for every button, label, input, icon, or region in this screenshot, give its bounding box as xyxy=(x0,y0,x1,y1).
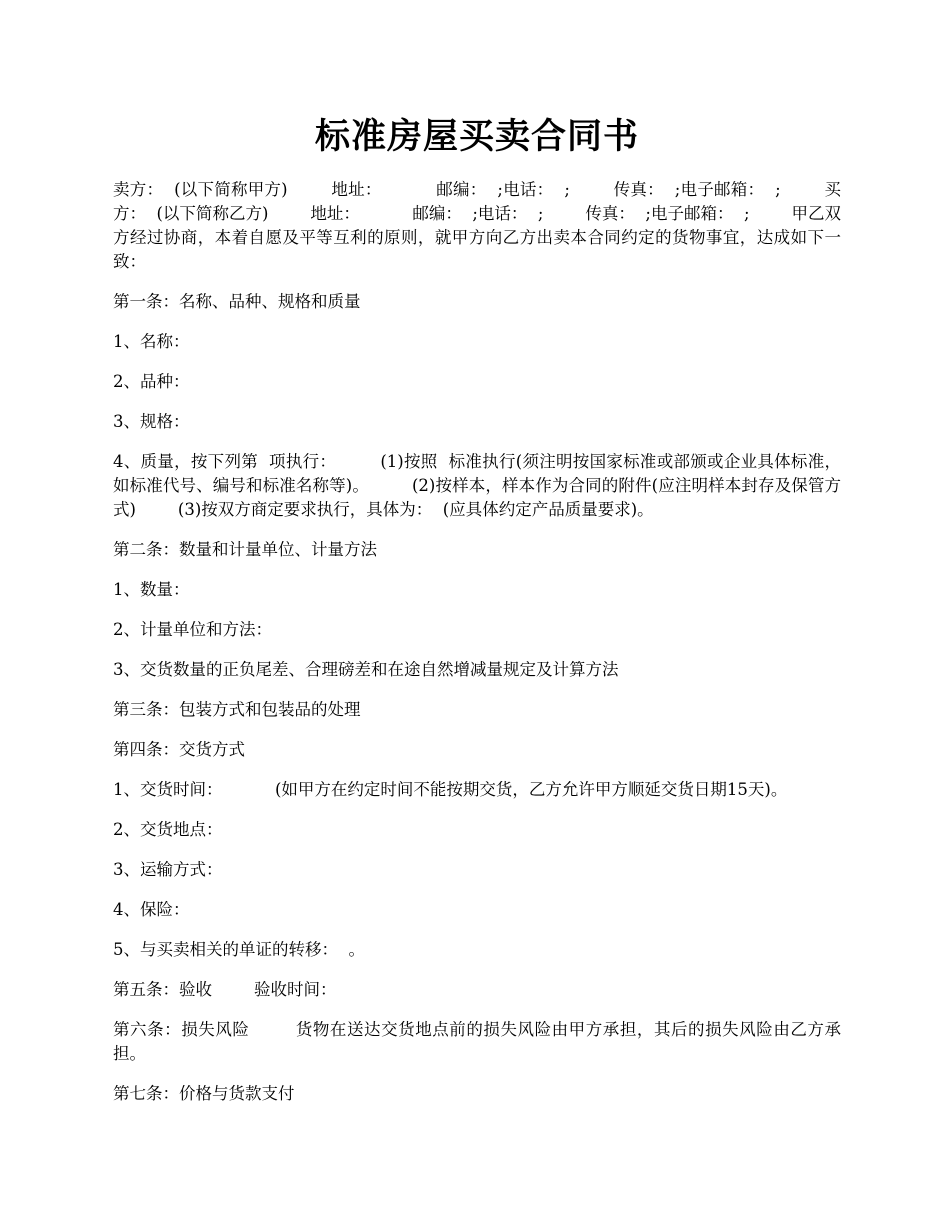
item-quality: 4、质量，按下列第 项执行： (1)按照 标准执行(须注明按国家标准或部颁或企业具体标准，如标准代号、编号和标准名称等)。 (2)按样本，样本作为合同的附件(应注明样本封存及保管方式) (3)按双方商定要求执行，具体为： (应具体约定产品质量要求)。 xyxy=(113,452,841,519)
item-measurement-unit: 2、计量单位和方法： xyxy=(113,620,272,639)
item-delivery-place: 2、交货地点： xyxy=(113,820,223,839)
document-page xyxy=(113,0,841,1106)
article-6-paragraph: 第六条：损失风险 货物在送达交货地点前的损失风险由甲方承担，其后的损失风险由乙方承担。 xyxy=(113,1020,841,1063)
item-delivery-time: 1、交货时间： (如甲方在约定时间不能按期交货，乙方允许甲方顺延交货日期15天)。 xyxy=(113,780,788,799)
article-7-heading: 第七条：价格与货款支付 xyxy=(113,1084,295,1103)
item-variety: 2、品种： xyxy=(113,372,190,391)
article-1-heading: 第一条：名称、品种、规格和质量 xyxy=(113,292,361,311)
item-insurance: 4、保险： xyxy=(113,900,190,919)
item-quantity: 1、数量： xyxy=(113,580,190,599)
item-quantity-tolerance: 3、交货数量的正负尾差、合理磅差和在途自然增减量规定及计算方法 xyxy=(113,660,619,679)
item-document-transfer: 5、与买卖相关的单证的转移： 。 xyxy=(113,940,365,959)
article-3-heading: 第三条：包装方式和包装品的处理 xyxy=(113,700,361,719)
item-specification: 3、规格： xyxy=(113,412,190,431)
article-5-heading: 第五条：验收 验收时间： xyxy=(113,980,337,999)
article-2-heading: 第二条：数量和计量单位、计量方法 xyxy=(113,540,377,559)
parties-paragraph: 卖方： (以下简称甲方) 地址： 邮编： ;电话： ; 传真： ;电子邮箱： ; 买方： (以下简称乙方) 地址： 邮编： ;电话： ; 传真： ;电子邮箱： ; 甲乙双方经过协商，本着自愿及平等互利的原则，就甲方向乙方出卖本合同约定的货物事宜，达成如下一致： xyxy=(113,180,841,271)
article-4-heading: 第四条：交货方式 xyxy=(113,740,245,759)
item-name: 1、名称： xyxy=(113,332,190,351)
document-title: 标准房屋买卖合同书 xyxy=(314,116,639,157)
item-transport-method: 3、运输方式： xyxy=(113,860,223,879)
